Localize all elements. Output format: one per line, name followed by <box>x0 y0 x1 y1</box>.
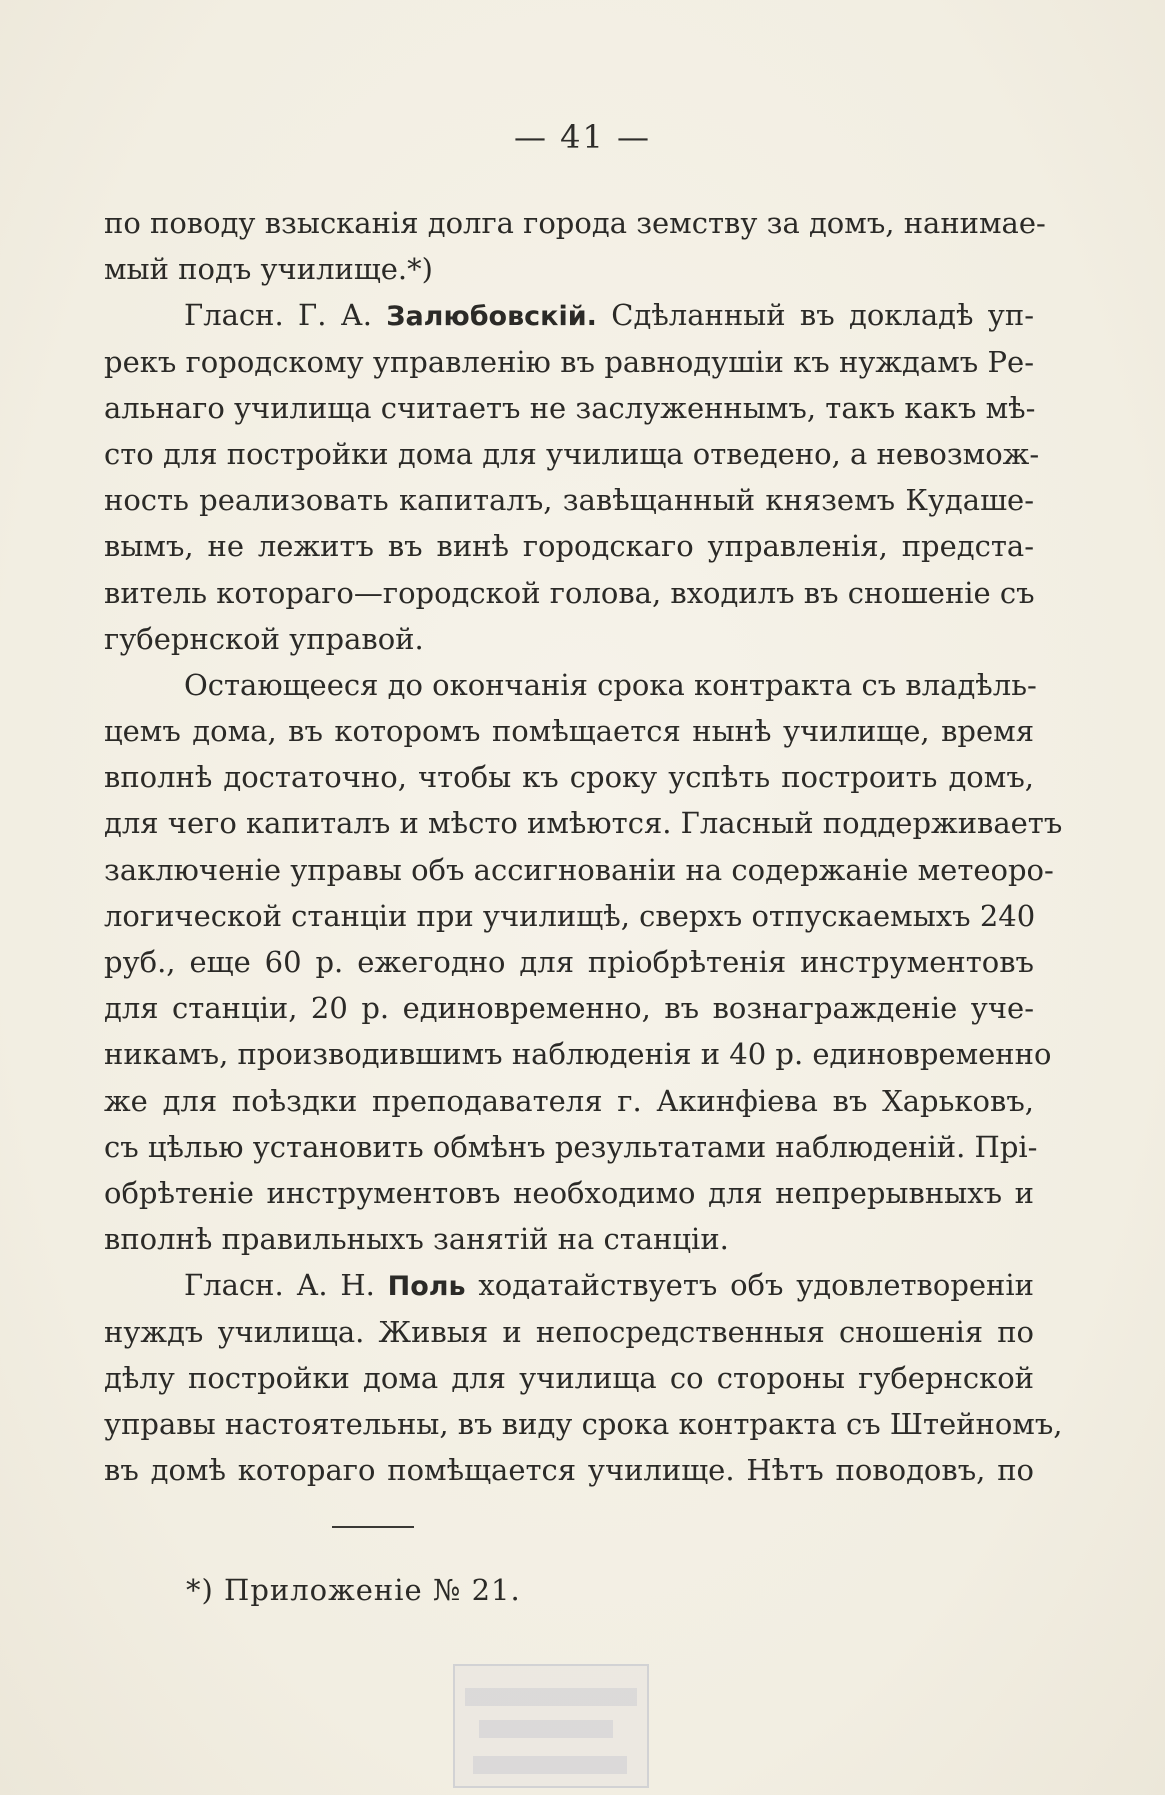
speaker-prefix: Гласн. А. Н. <box>184 1268 388 1303</box>
text-line: въ домѣ котораго помѣщается училище. Нѣтъ поводовъ, по <box>104 1453 1034 1488</box>
text-line: руб., еще 60 р. ежегодно для пріобрѣтенія инструментовъ <box>104 945 1034 979</box>
text-line: альнаго училища считаетъ не заслуженнымъ, такъ какъ мѣ- <box>104 390 1036 425</box>
text-line: заключеніе управы объ ассигнованіи на содержаніе метеоро- <box>104 852 1054 887</box>
speaker-name: Поль <box>387 1271 466 1303</box>
text-line: вполнѣ правильныхъ занятій на станціи. <box>104 1222 729 1257</box>
text-line: ность реализовать капиталъ, завѣщанный княземъ Кудаше- <box>104 483 1034 518</box>
text-line: губернской управой. <box>104 621 424 656</box>
stamp-line <box>473 1756 627 1774</box>
text-line: логической станціи при училищѣ, сверхъ отпускаемыхъ 240 <box>104 898 1036 933</box>
stamp-line <box>465 1688 637 1706</box>
page-number: — 41 — <box>513 118 652 156</box>
text-line: нуждъ училища. Живыя и непосредственныя сношенія по <box>104 1314 1034 1349</box>
text-line: управы настоятельны, въ виду срока контракта съ Штейномъ, <box>104 1406 1063 1441</box>
speech-pol-heading <box>104 1262 1034 1308</box>
library-stamp <box>453 1664 649 1788</box>
footnote: *) Приложеніе № 21. <box>186 1573 521 1607</box>
speaker-name: Залюбовскій. <box>386 301 597 333</box>
text-line: для чего капиталъ и мѣсто имѣются. Гласный поддерживаетъ <box>104 806 1063 841</box>
body-text <box>104 200 1063 1493</box>
speaker-prefix: Гласн. Г. А. <box>184 298 387 333</box>
text-line: для станціи, 20 р. единовременно, въ вознагражденіе уче- <box>104 991 1034 1026</box>
text-line: вымъ, не лежитъ въ винѣ городскаго управленія, предста- <box>104 529 1034 564</box>
text-line: никамъ, производившимъ наблюденія и 40 р. единовременно <box>104 1037 1052 1072</box>
text-line: сто для постройки дома для училища отведено, а невозмож- <box>104 436 1040 471</box>
text-line: съ цѣлью установить обмѣнъ результатами наблюденій. Прі- <box>104 1129 1038 1164</box>
speech-text: Сдѣланный въ докладѣ уп- <box>596 298 1034 333</box>
text-line: обрѣтеніе инструментовъ необходимо для непрерывныхъ и <box>104 1175 1034 1210</box>
text-line: по поводу взысканія долга города земству за домъ, нанимае- <box>104 206 1046 240</box>
text-line: вполнѣ достаточно, чтобы къ сроку успѣть построить домъ, <box>104 760 1034 795</box>
text-line: дѣлу постройки дома для училища со стороны губернской <box>104 1360 1034 1395</box>
speech-text: ходатайствуетъ объ удовлетвореніи <box>465 1268 1034 1303</box>
text-line: рекъ городскому управленію въ равнодушіи къ нуждамъ Ре- <box>104 344 1034 379</box>
text-line: Остающееся до окончанія срока контракта съ владѣль- <box>184 667 1037 702</box>
text-line: же для поѣздки преподавателя г. Акинфіева въ Харьковъ, <box>104 1083 1034 1118</box>
text-line: мый подъ училище.*) <box>104 252 433 287</box>
text-line: цемъ дома, въ которомъ помѣщается нынѣ училище, время <box>104 714 1034 749</box>
footnote-divider <box>332 1526 414 1528</box>
stamp-line <box>479 1720 613 1738</box>
speech-zalyubovsky-heading <box>104 292 1034 338</box>
text-line: витель котораго—городской голова, входилъ въ сношеніе съ <box>104 575 1035 610</box>
